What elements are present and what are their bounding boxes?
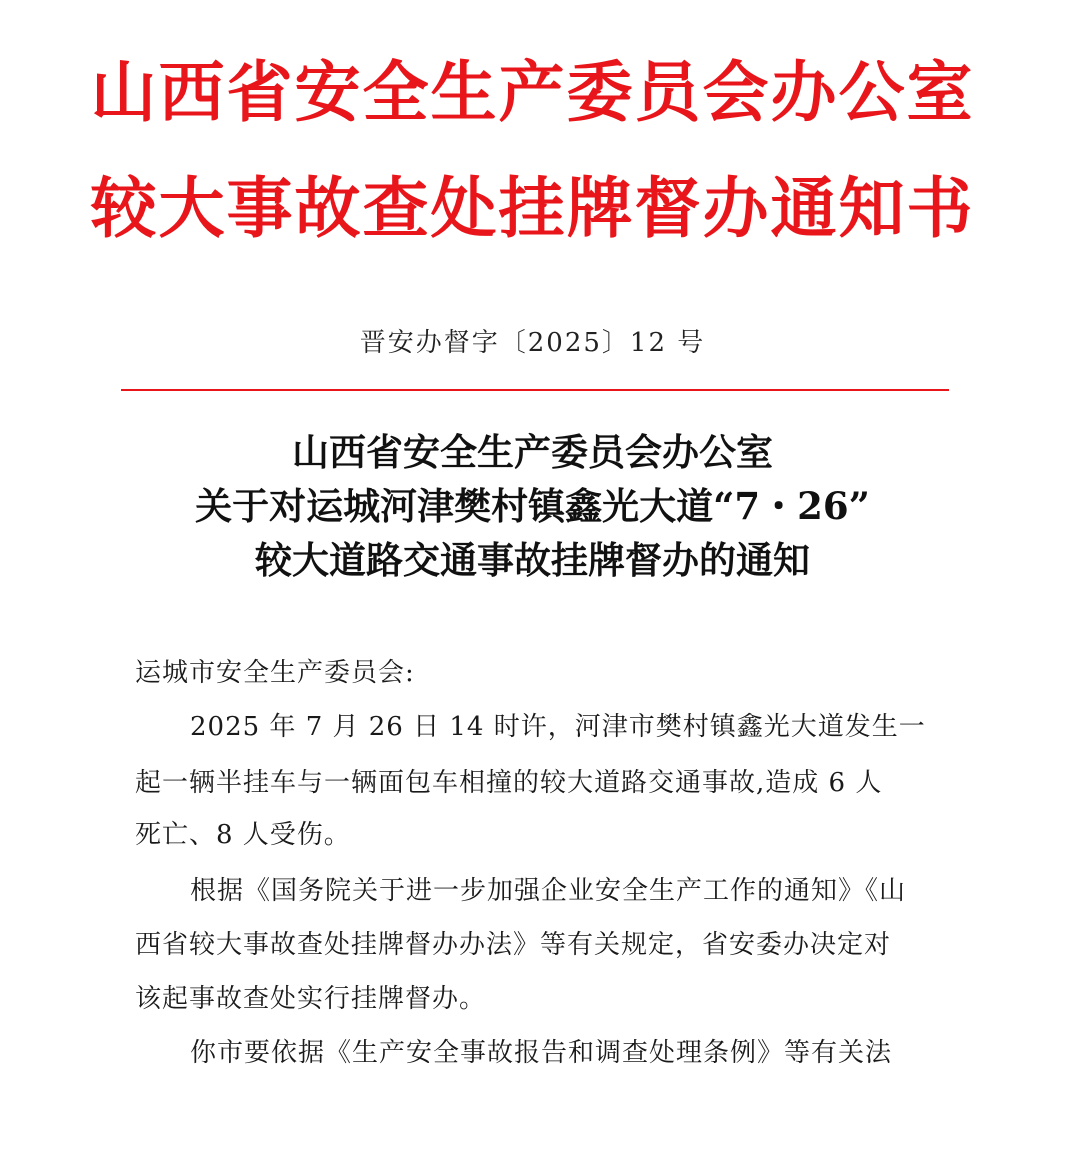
body-line: 起一辆半挂车与一辆面包车相撞的较大道路交通事故,造成 6 人: [135, 768, 883, 798]
main-title-line-3: 较大道路交通事故挂牌督办的通知: [255, 538, 810, 582]
main-title-line-2: 关于对运城河津樊村镇鑫光大道“7・26”: [195, 484, 870, 528]
main-title-line-1: 山西省安全生产委员会办公室: [292, 430, 773, 474]
body-line: 根据《国务院关于进一步加强企业安全生产工作的通知》《山: [190, 876, 907, 906]
document-number: 晋安办督字〔2025〕12 号: [359, 328, 706, 358]
body-line: 西省较大事故查处挂牌督办办法》等有关规定，省安委办决定对: [135, 930, 892, 960]
header-agency-title: 山西省安全生产委员会办公室: [90, 54, 975, 131]
red-divider: [121, 389, 949, 391]
body-line: 死亡、8 人受伤。: [135, 820, 351, 850]
body-line: 你市要依据《生产安全事故报告和调查处理条例》等有关法: [190, 1038, 893, 1068]
body-line: 2025 年 7 月 26 日 14 时许，河津市樊村镇鑫光大道发生一: [190, 712, 926, 742]
salutation: 运城市安全生产委员会:: [135, 658, 415, 688]
header-notice-title: 较大事故查处挂牌督办通知书: [90, 170, 975, 247]
body-line: 该起事故查处实行挂牌督办。: [135, 984, 487, 1014]
